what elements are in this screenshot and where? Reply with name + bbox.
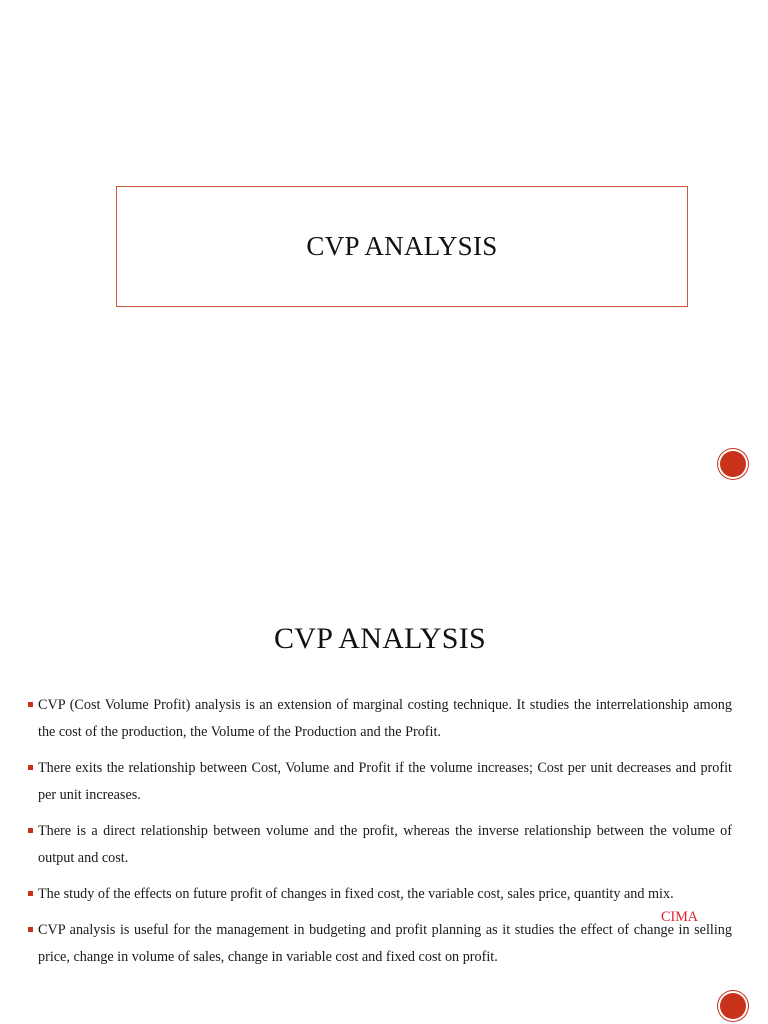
- bullet-item: [28, 818, 732, 872]
- bullet-text: There is a direct relationship between volume and the profit, whereas the inverse relationship between the volume of output and cost.: [38, 823, 732, 866]
- bullet-text: There exits the relationship between Cost, Volume and Profit if the volume increases; Cost per unit decreases and profit per unit increases.: [38, 760, 732, 803]
- slide1-title: CVP ANALYSIS: [306, 231, 498, 261]
- bullet-item: [28, 881, 732, 908]
- bullet-square-icon: [28, 765, 33, 770]
- nav-circle-icon[interactable]: [720, 993, 746, 1019]
- bullet-square-icon: [28, 891, 33, 896]
- bullet-text: The study of the effects on future profit of changes in fixed cost, the variable cost, sales price, quantity and mix.: [38, 886, 674, 902]
- bullet-square-icon: [28, 828, 33, 833]
- slide1-title-box: [116, 186, 688, 307]
- bullet-text: CVP (Cost Volume Profit) analysis is an extension of marginal costing technique. It studies the interrelationship among the cost of the production, the Volume of the Production and the Profit.: [38, 697, 732, 740]
- bullet-text: CVP analysis is useful for the management in budgeting and profit planning as it studies the effect of change in selling price, change in volume of sales, change in variable cost and fixed cost on profit.: [38, 922, 732, 965]
- nav-circle-icon[interactable]: [720, 451, 746, 477]
- bullet-item: [28, 755, 732, 809]
- slide2-title: CVP ANALYSIS: [273, 622, 487, 655]
- source-label: CIMA: [661, 909, 699, 925]
- bullet-square-icon: [28, 702, 33, 707]
- bullet-item: [28, 692, 732, 746]
- bullet-item: [28, 917, 732, 971]
- bullet-list: [28, 692, 732, 980]
- bullet-square-icon: [28, 927, 33, 932]
